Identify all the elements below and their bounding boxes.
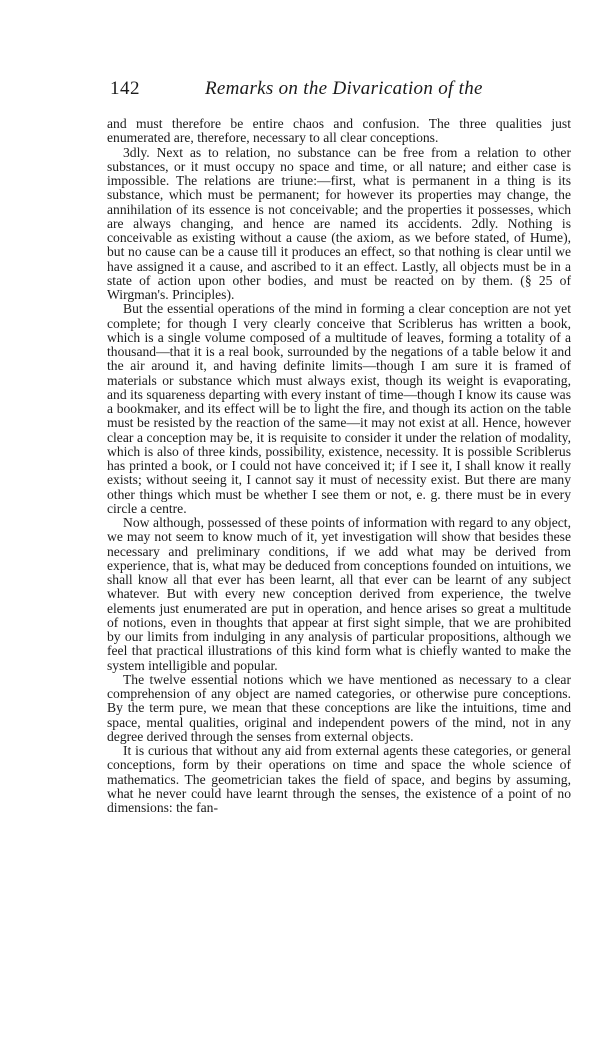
body-text bbox=[107, 117, 571, 815]
paragraph: 3dly. Next as to relation, no substance can be free from a relation to other substances, or it must occupy no space and time, or all nature; and either case is impossible. The relations are triune:—first, what is permanent in a thing is its substance, which must be permanent; for however its properties may change, the annihilation of its essence is not conceivable; and the properties it possesses, which are always changing, and hence are named its accidents. 2dly. Nothing is conceivable as existing without a cause (the axiom, as we before stated, of Hume), but no cause can be a cause till it produces an effect, so that nothing is clear until we have assigned it a cause, and ascribed to it an effect. Lastly, all objects must be in a state of action upon other bodies, and must be reacted on by them. (§ 25 of Wirgman's. Principles). bbox=[107, 144, 571, 302]
paragraph: and must therefore be entire chaos and confusion. The three qualities just enumerated are, therefore, necessary to all clear conceptions. bbox=[107, 116, 571, 146]
page-header bbox=[110, 78, 495, 104]
paragraph: Now although, possessed of these points of information with regard to any object, we may not seem to know much of it, yet investigation will show that besides these necessary and preliminary conditions, if we add what may be derived from experience, that is, what may be deduced from conceptions founded on intuitions, we shall know all that ever has been learnt, all that ever can be learnt of any subject whatever. But with every new conception derived from experience, the twelve elements just enumerated are put in operation, and hence arises so great a multitude of notions, even in thoughts that appear at first sight simple, that we are prohibited by our limits from indulging in any analysis of particular propositions, although we feel that practical illustrations of this kind form what is chiefly wanted to make the system intelligible and popular. bbox=[107, 515, 571, 673]
paragraph: It is curious that without any aid from external agents these categories, or general conceptions, form by their operations on time and space the whole science of mathematics. The geometrician takes the field of space, and begins by assuming, what he never could have learnt through the senses, the existence of a point of no dimensions: the fan- bbox=[107, 743, 571, 815]
running-head: Remarks on the Divarication of the bbox=[205, 78, 483, 99]
page-number: 142 bbox=[110, 78, 140, 99]
paragraph: The twelve essential notions which we have mentioned as necessary to a clear comprehension of any object are named categories, or otherwise pure conceptions. By the term pure, we mean that these conceptions are like the intuitions, time and space, mental qualities, original and independent powers of the mind, not in any degree derived through the senses from external objects. bbox=[107, 671, 571, 744]
paragraph: But the essential operations of the mind in forming a clear conception are not yet complete; for though I very clearly conceive that Scriblerus has written a book, which is a single volume composed of a multitude of leaves, forming a totality of a thousand—that it is a real book, surrounded by the negations of a table below it and the air around it, and having definite limits—though I am sure it is framed of materials or substance which must always exist, though its weight is evaporating, and its squareness departing with every instant of time—though I know its cause was a bookmaker, and its effect will be to light the fire, and though its action on the table must be resisted by the reaction of the same—it may not exist at all. Hence, however clear a conception may be, it is requisite to consider it under the relation of modality, which is also of three kinds, possibility, existence, necessity. It is possible Scriblerus has printed a book, or I could not have conceived it; if I see it, I shall know it really exists; without seeing it, I cannot say it must of necessity exist. But there are many other things which must be whether I see them or not, e. g. there must be in every circle a centre. bbox=[107, 301, 571, 516]
